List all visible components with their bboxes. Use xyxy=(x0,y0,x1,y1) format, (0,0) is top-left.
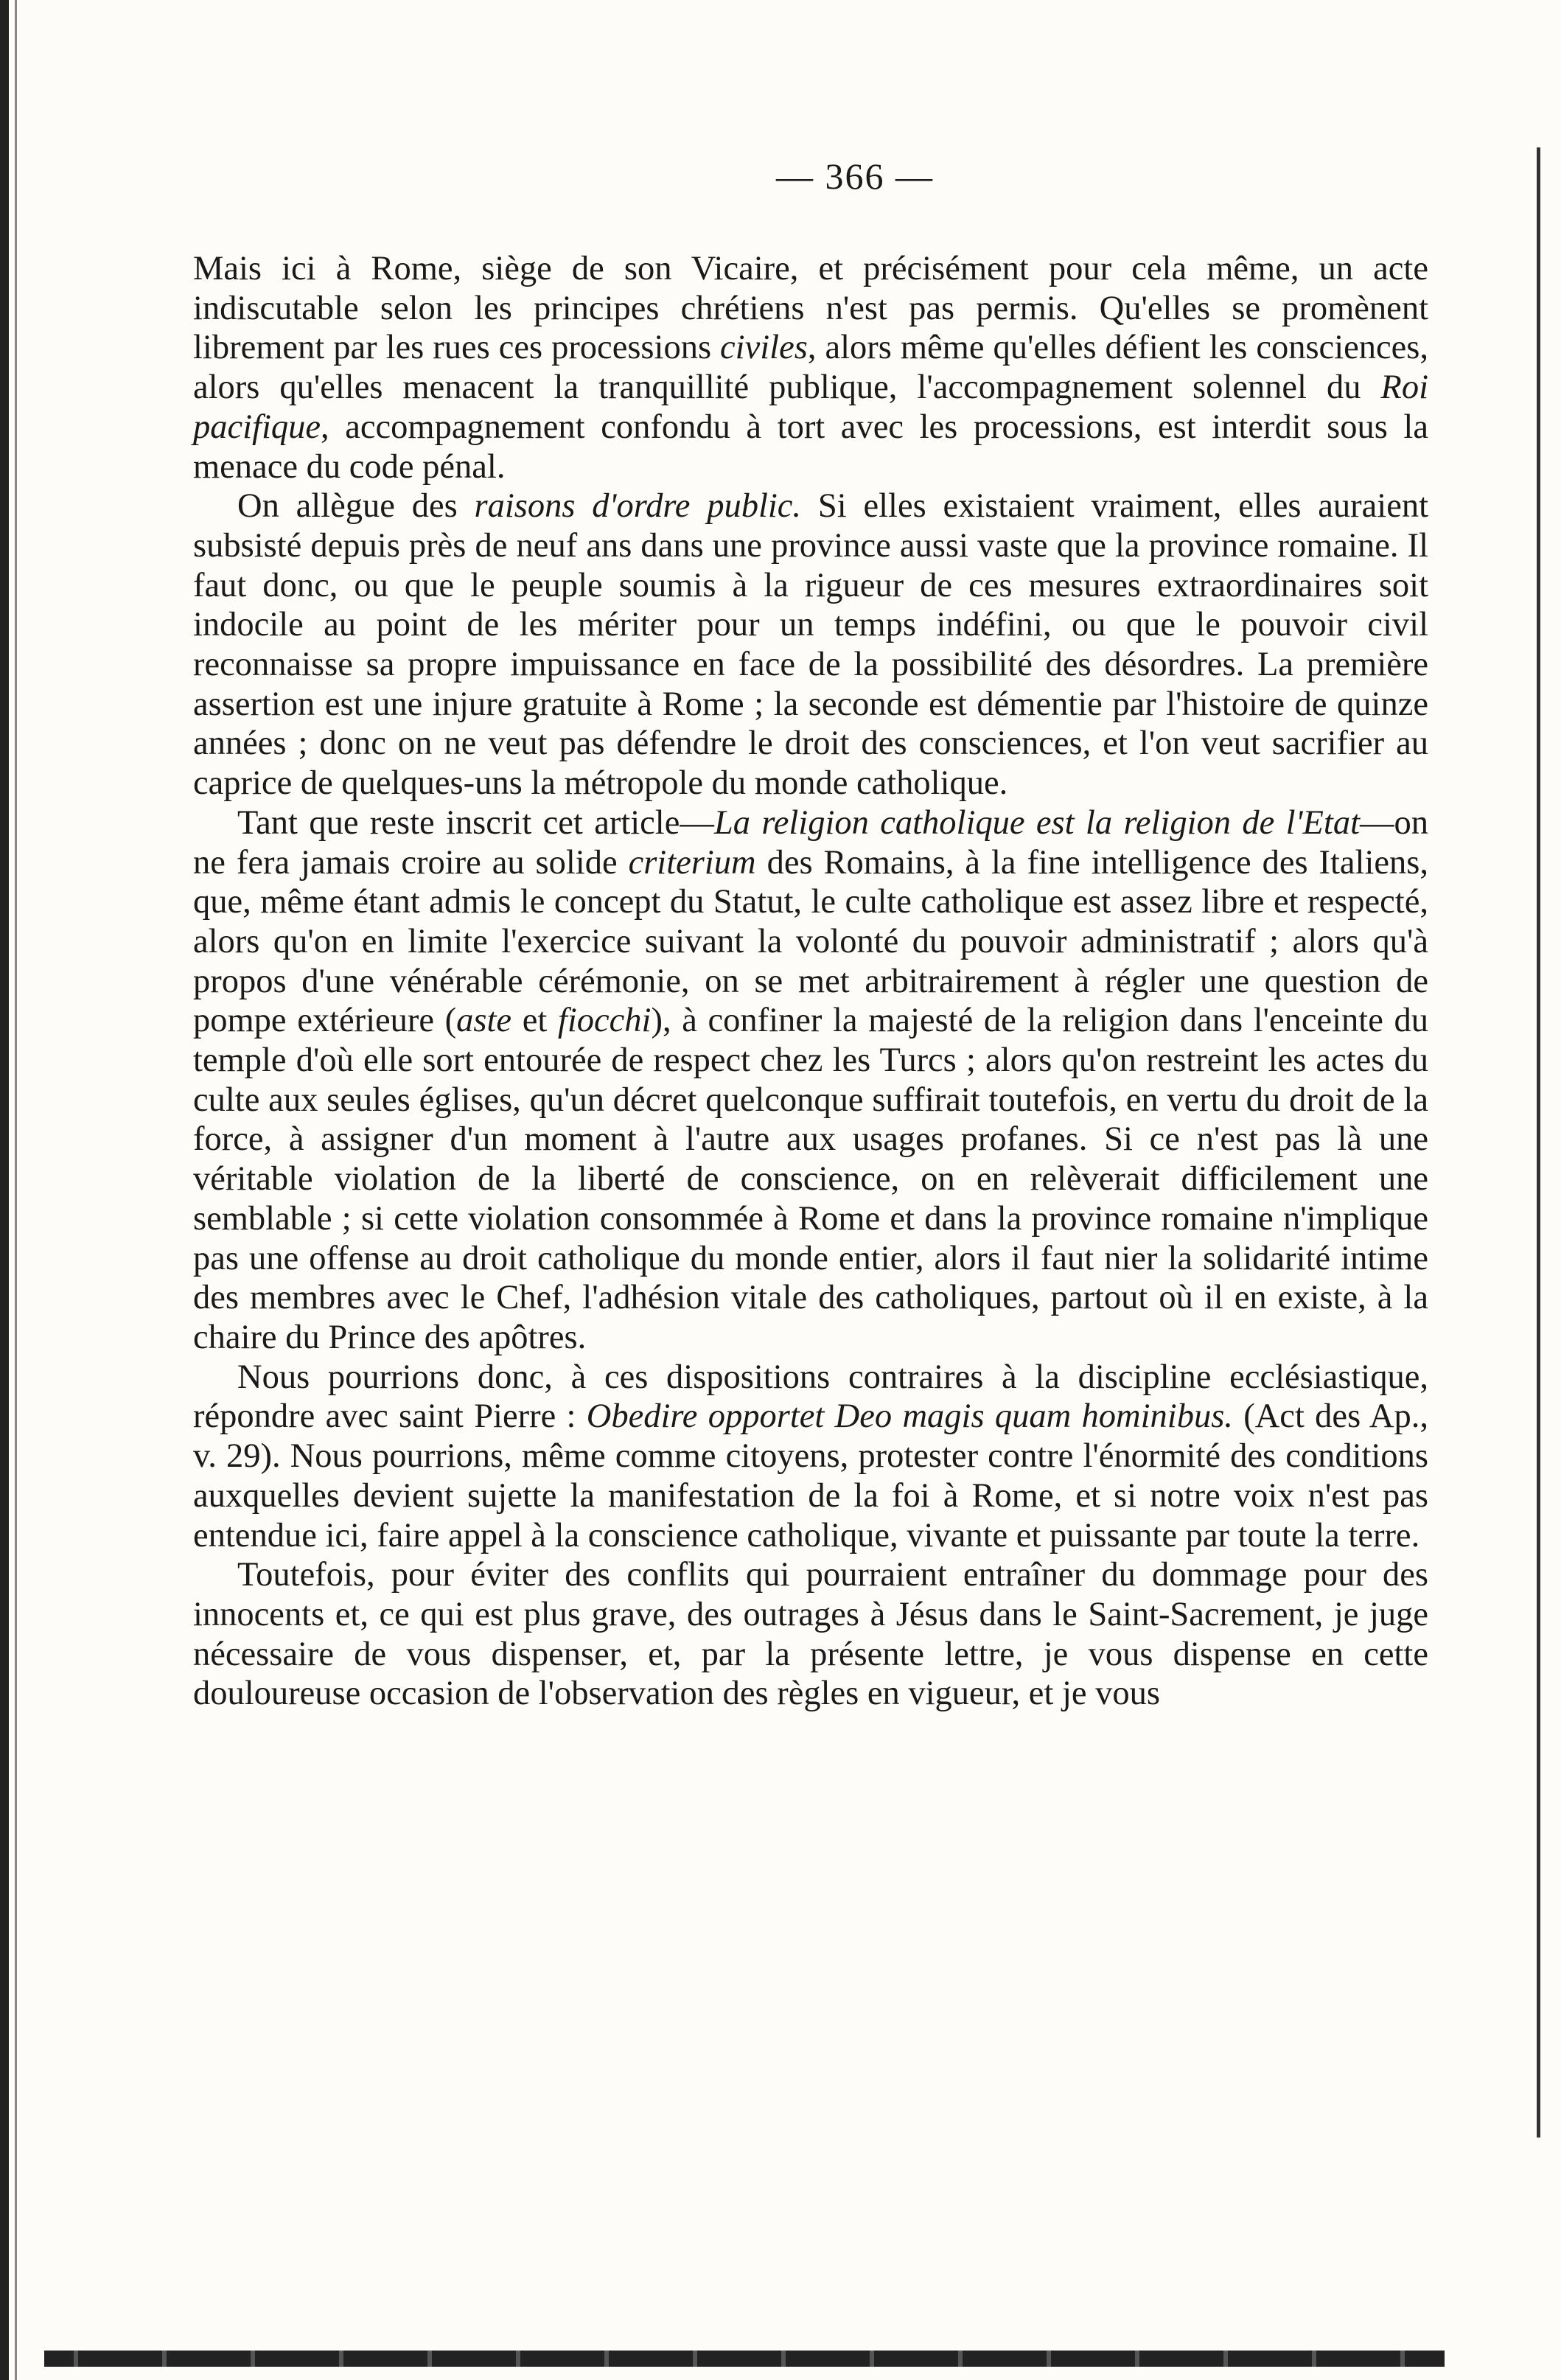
text-run: (Act des Ap., v. 29). Nous pourrions, même comme citoyens, protester contre l'énormité des conditions auxquelles devient sujette la manifestation de la foi à Rome, et si notre voix n'est pas entendue ici, faire appel à la conscience catholique, vivante et puissante par toute la terre. xyxy=(193,1397,1429,1554)
text-run: —on ne fera jamais croire au solide xyxy=(193,803,1429,882)
text-run: des Romains, à la fine intelligence des Italiens, que, même étant admis le concept du Statut, le culte catholique est assez libre et respecté, alors qu'on en limite l'exercice suivant la volonté du pouvoir administratif ; alors qu'à propos d'une vénérable cérémonie, on se met arbitrairement à régler une question de pompe extérieure ( xyxy=(193,843,1428,1040)
document-page xyxy=(193,155,1428,1714)
text-run: ), à confiner la majesté de la religion dans l'enceinte du temple d'où elle sort entourée de respect chez les Turcs ; alors qu'on restreint les actes du culte aux seules églises, qu'un décret quelconque suffirait toutefois, en vertu du droit de la force, à assigner d'un moment à l'autre aux usages profanes. Si ce n'est pas là une véritable violation de la liberté de conscience, on en relèverait difficilement une semblable ; si cette violation consommée à Rome et dans la province romaine n'implique pas une offense au droit catholique du monde entier, alors il faut nier la solidarité intime des membres avec le Chef, l'adhésion vitale des catholiques, partout où il en existe, à la chaire du Prince des apôtres. xyxy=(193,1002,1428,1356)
italic-text: raisons d'ordre public. xyxy=(474,487,802,526)
text-run: Nous pourrions donc, à ces dispositions contraires à la discipline ecclésiastique, répondre avec saint Pierre : xyxy=(193,1358,1428,1436)
text-run: Mais ici à Rome, siège de son Vicaire, et précisément pour cela même, un acte indiscutable selon les principes chrétiens n'est pas permis. Qu'elles se promènent librement par les rues ces processions xyxy=(193,250,1428,367)
italic-text: La religion catholique est la religion de l'Etat xyxy=(713,803,1361,842)
text-run: , accompagnement confondu à tort avec les processions, est interdit sous la menace du code pénal. xyxy=(193,408,1428,486)
text-run: et xyxy=(511,1002,558,1040)
italic-text: aste xyxy=(456,1002,512,1040)
italic-text: civiles xyxy=(720,329,808,367)
binding-edge-line xyxy=(15,0,17,2380)
italic-text: criterium xyxy=(628,843,756,882)
binding-edge xyxy=(0,0,9,2380)
paragraph xyxy=(193,803,1428,1358)
page-edge-rule xyxy=(1537,147,1540,2138)
text-run: , alors même qu'elles défient les consciences, alors qu'elles menacent la tranquillité publique, l'accompagnement solennel du xyxy=(193,329,1429,407)
italic-text: fiocchi xyxy=(557,1002,652,1040)
text-run: Toutefois, pour éviter des conflits qui pourraient entraîner du dommage pour des innocents et, ce qui est plus grave, des outrages à Jésus dans le Saint-Sacrement, je juge nécessaire de vous dispenser, et, par la présente lettre, je vous dispense en cette douloureuse occasion de l'observation des règles en vigueur, et je vous xyxy=(193,1556,1428,1713)
text-run: Si elles existaient vraiment, elles auraient subsisté depuis près de neuf ans dans une province aussi vaste que la province romaine. Il faut donc, ou que le peuple soumis à la rigueur de ces mesures extraordinaires soit indocile au point de les mériter pour un temps indéfini, ou que le pouvoir civil reconnaisse sa propre impuissance en face de la possibilité des désordres. La première assertion est une injure gratuite à Rome ; la seconde est démentie par l'histoire de quinze années ; donc on ne veut pas défendre le droit des consciences, et l'on veut sacrifier au caprice de quelques-uns la métropole du monde catholique. xyxy=(193,487,1429,803)
paragraph xyxy=(193,486,1428,803)
paragraph xyxy=(193,1358,1428,1556)
text-run: Tant que reste inscrit cet article— xyxy=(237,803,714,842)
italic-text: Obedire opportet Deo magis quam hominibus. xyxy=(586,1397,1233,1436)
page-number: — 366 — xyxy=(776,156,934,197)
bottom-scan-edge xyxy=(44,2351,1445,2367)
paragraph xyxy=(193,249,1428,486)
text-run: On allègue des xyxy=(237,487,475,526)
paragraph xyxy=(193,1555,1428,1714)
italic-text: Roi pacifique xyxy=(193,369,1428,446)
